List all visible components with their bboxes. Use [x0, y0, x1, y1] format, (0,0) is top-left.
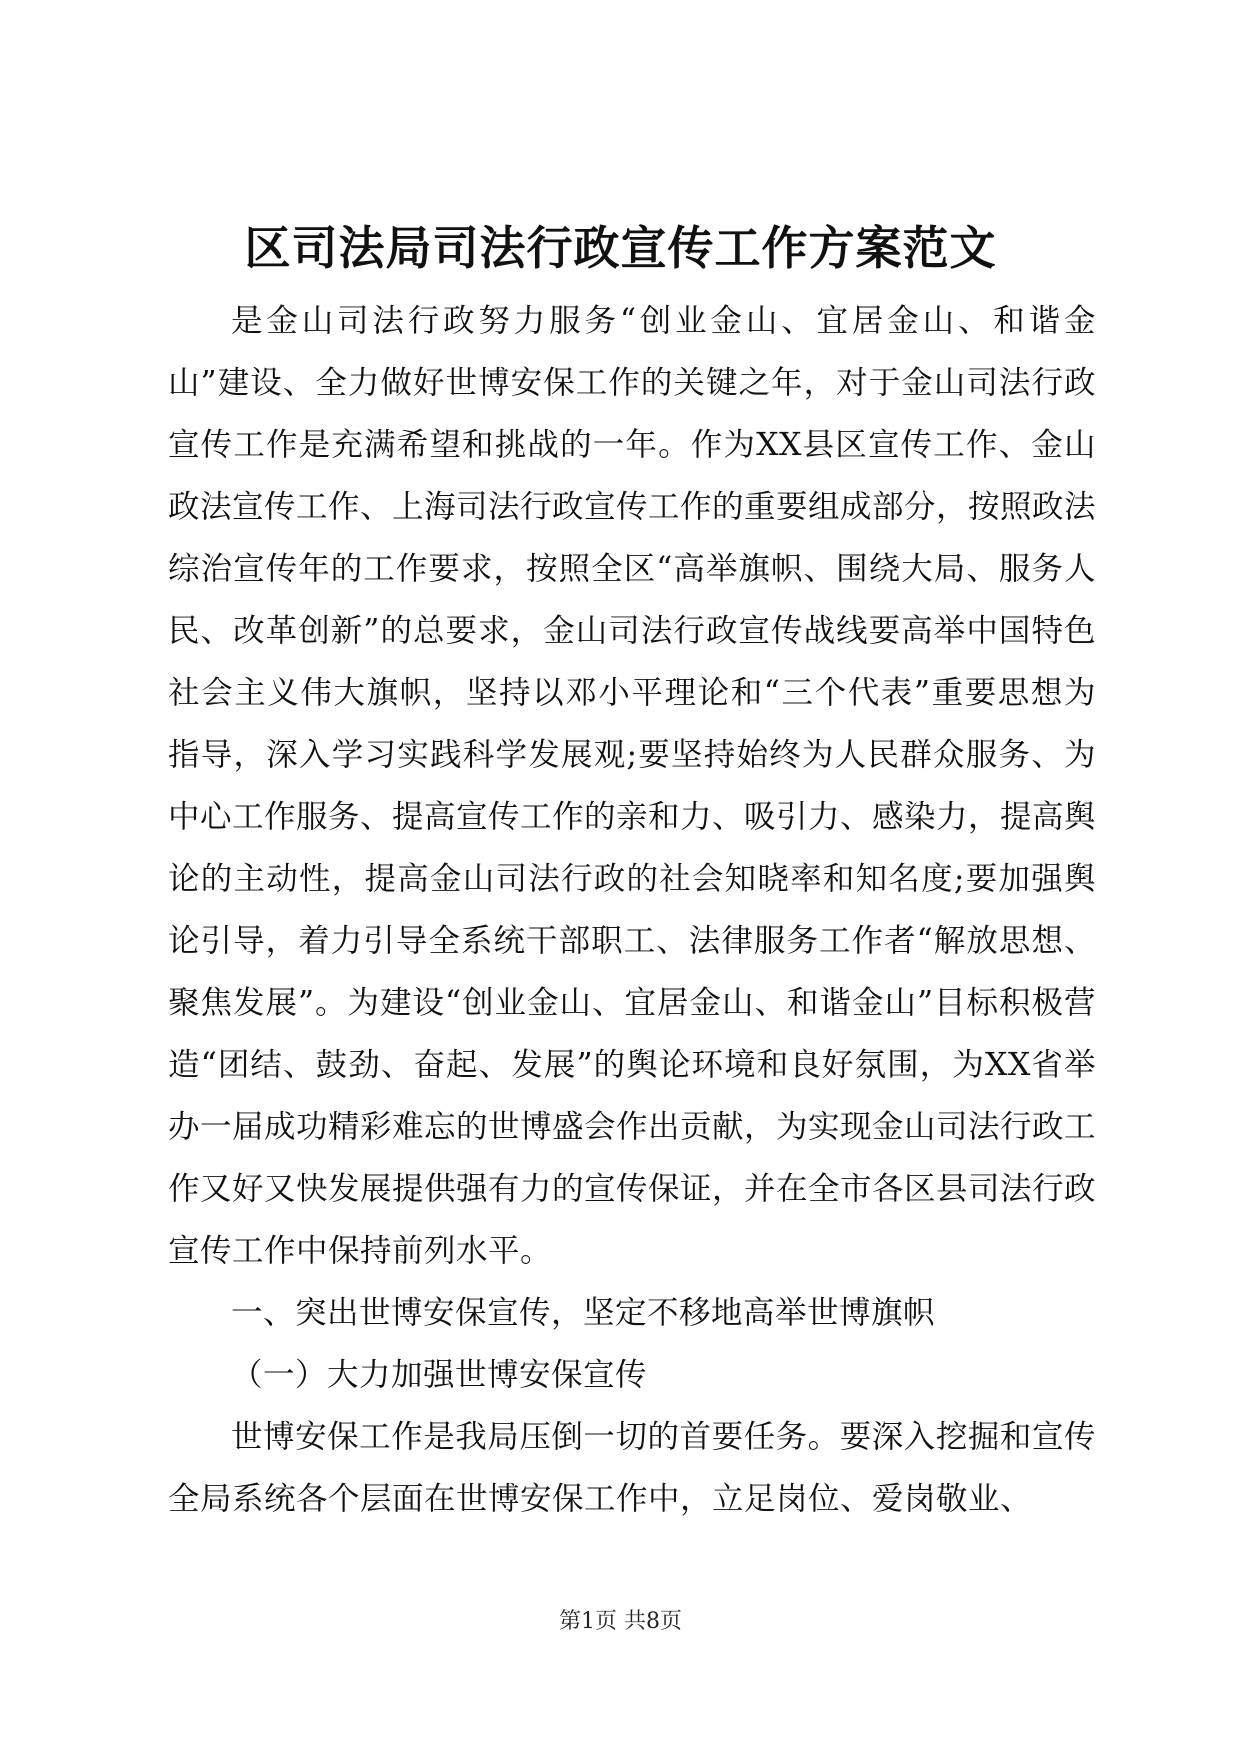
document-body — [168, 290, 1096, 1530]
section-paragraph: 世博安保工作是我局压倒一切的首要任务。要深入挖掘和宣传全局系统各个层面在世博安保工作中，立足岗位、爱岗敬业、 — [168, 1419, 1096, 1517]
intro-paragraph: 是金山司法行政努力服务“创业金山、宜居金山、和谐金山”建设、全力做好世博安保工作的关键之年，对于金山司法行政宣传工作是充满希望和挑战的一年。作为XX县区宣传工作、金山政法宣传工作、上海司法行政宣传工作的重要组成部分，按照政法综治宣传年的工作要求，按照全区“高举旗帜、围绕大局、服务人民、改革创新”的总要求，金山司法行政宣传战线要高举中国特色社会主义伟大旗帜，坚持以邓小平理论和“三个代表”重要思想为指导，深入学习实践科学发展观;要坚持始终为人民群众服务、为中心工作服务、提高宣传工作的亲和力、吸引力、感染力，提高舆论的主动性，提高金山司法行政的社会知晓率和知名度;要加强舆论引导，着力引导全系统干部职工、法律服务工作者“解放思想、聚焦发展”。为建设“创业金山、宜居金山、和谐金山”目标积极营造“团结、鼓劲、奋起、发展”的舆论环境和良好氛围，为XX省举办一届成功精彩难忘的世博盛会作出贡献，为实现金山司法行政工作又好又快发展提供强有力的宣传保证，并在全市各区县司法行政宣传工作中保持前列水平。 — [168, 303, 1097, 1269]
page-footer: 第1页 共8页 — [559, 1609, 682, 1634]
document-title: 区司法局司法行政宣传工作方案范文 — [244, 221, 997, 275]
subsection-heading-1: （一）大力加强世博安保宣传 — [231, 1357, 648, 1393]
section-heading-1: 一、突出世博安保宣传，坚定不移地高举世博旗帜 — [231, 1295, 936, 1331]
